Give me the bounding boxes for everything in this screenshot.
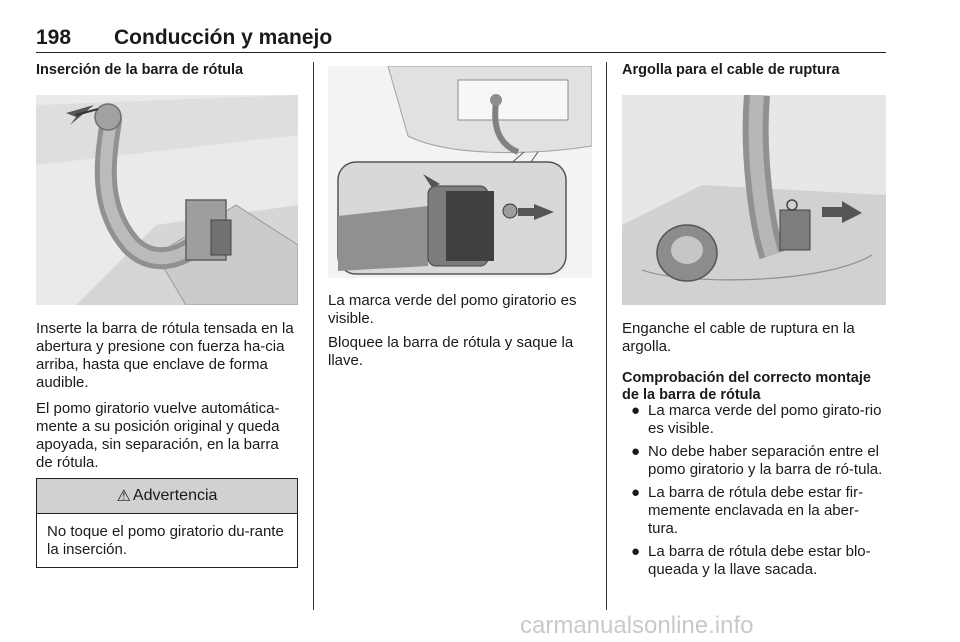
- bullet-icon: ●: [631, 443, 641, 460]
- paragraph-hook-cable: Enganche el cable de ruptura en la argolla.: [622, 320, 855, 355]
- list-item: ● La barra de rótula debe estar blo-queada y la llave sacada.: [631, 543, 871, 578]
- list-item: ● La marca verde del pomo girato-rio es visible.: [631, 402, 882, 437]
- paragraph-lock-and-remove-key: Bloquee la barra de rótula y saque la llave.: [328, 334, 574, 369]
- section-heading-breakaway-ring: Argolla para el cable de ruptura: [622, 62, 840, 78]
- figure-lock-tow-bar: [328, 66, 592, 278]
- page-header: [36, 26, 886, 53]
- section-heading-insertion: Inserción de la barra de rótula: [36, 62, 244, 78]
- paragraph-insert-tow-bar: Inserte la barra de rótula tensada en la abertura y presione con fuerza ha-cia arriba, hasta que enclave de forma audible.: [36, 320, 294, 391]
- warning-title: Advertencia: [132, 487, 218, 504]
- figure-tow-bar-insertion: [36, 95, 298, 305]
- bullet-icon: ●: [631, 484, 641, 501]
- column-divider: [313, 62, 314, 610]
- warning-triangle-icon: ⚠: [116, 488, 131, 505]
- paragraph-green-mark: La marca verde del pomo giratorio es visible.: [328, 292, 577, 327]
- chapter-title: Conducción y manejo: [114, 26, 333, 49]
- section-heading-correct-assembly-check: Comprobación del correcto montaje de la barra de rótula: [622, 370, 871, 403]
- list-item: ● La barra de rótula debe estar fir-memente enclavada en la aber-tura.: [631, 484, 864, 537]
- bullet-icon: ●: [631, 543, 641, 560]
- watermark: carmanualsonline.info: [520, 612, 754, 639]
- paragraph-knob-returns: El pomo giratorio vuelve automática-mente a su posición original y queda apoyada, sin separación, en la barra de rótula.: [36, 400, 280, 471]
- page-number: 198: [36, 26, 72, 49]
- column-divider: [606, 62, 607, 610]
- assembly-check-list: [622, 402, 886, 584]
- bullet-icon: ●: [631, 402, 641, 419]
- warning-text: No toque el pomo giratorio du-rante la inserción.: [47, 523, 284, 558]
- warning-header: [37, 479, 297, 514]
- figure-breakaway-cable-ring: [622, 95, 886, 305]
- warning-box: [36, 478, 298, 568]
- list-item: ● No debe haber separación entre el pomo giratorio y la barra de ró-tula.: [631, 443, 883, 478]
